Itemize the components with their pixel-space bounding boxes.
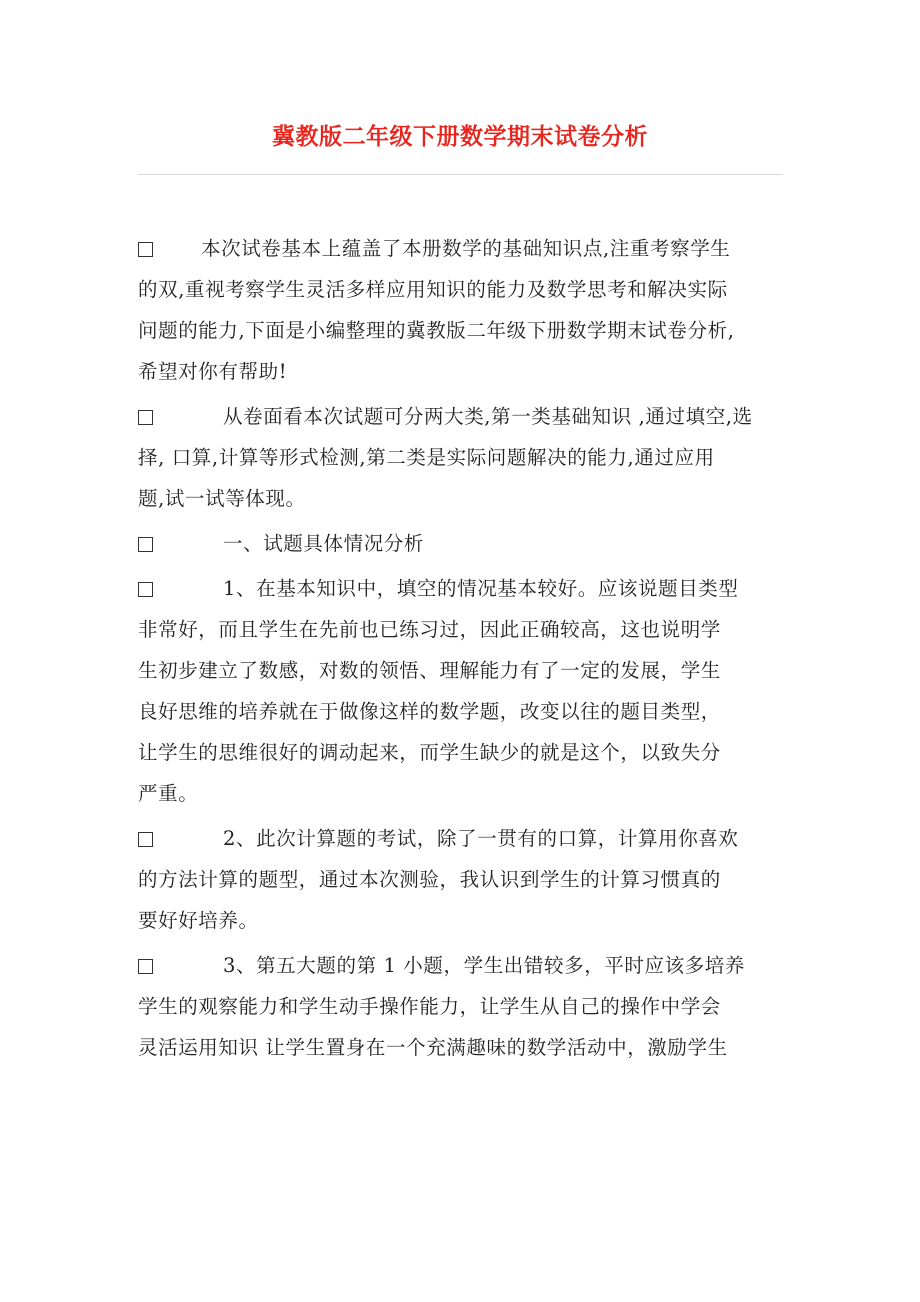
paragraph-line: 一、试题具体情况分析 [138,523,818,564]
paragraph-line: 灵活运用知识 让学生置身在一个充满趣味的数学活动中，激励学生 [138,1036,728,1059]
paragraph-line: 2、此次计算题的考试，除了一贯有的口算，计算用你喜欢 [138,818,818,859]
paragraph-line: 的双,重视考察学生灵活多样应用知识的能力及数学思考和解决实际 [138,278,728,301]
paragraph-line: 非常好，而且学生在先前也已练习过，因此正确较高，这也说明学 [138,618,721,641]
document-title: 冀教版二年级下册数学期末试卷分析 [272,124,648,150]
paragraph-line: 问题的能力,下面是小编整理的冀教版二年级下册数学期末试卷分析, [138,319,735,342]
paragraph-item-3 [138,945,818,1068]
paragraph-line: 本次试卷基本上蕴盖了本册数学的基础知识点,注重考察学生 [138,228,818,269]
paragraph-intro [138,228,818,392]
paragraph-line: 题,试一试等体现。 [138,487,306,510]
paragraph-line: 让学生的思维很好的调动起来，而学生缺少的就是这个，以致失分 [138,741,721,764]
paragraph-line: 希望对你有帮助! [138,360,288,383]
checkbox-icon [138,959,153,974]
checkbox-icon [138,242,153,257]
checkbox-icon [138,537,153,552]
checkbox-icon [138,832,153,847]
paragraph-line: 3、第五大题的第 1 小题，学生出错较多，平时应该多培养 [138,945,818,986]
paragraph-line: 1、在基本知识中，填空的情况基本较好。应该说题目类型 [138,568,818,609]
paragraph-line: 生初步建立了数感，对数的领悟、理解能力有了一定的发展，学生 [138,659,721,682]
paragraph-line: 的方法计算的题型，通过本次测验，我认识到学生的计算习惯真的 [138,868,721,891]
paragraph-overview [138,396,818,519]
paragraph-line: 学生的观察能力和学生动手操作能力，让学生从自己的操作中学会 [138,995,721,1018]
checkbox-icon [138,582,153,597]
paragraph-line: 严重。 [138,782,199,805]
paragraph-item-1 [138,568,818,814]
document-body [138,228,818,1072]
paragraph-line: 择, 口算,计算等形式检测,第二类是实际问题解决的能力,通过应用 [138,446,715,469]
title-divider [138,174,783,175]
checkbox-icon [138,410,153,425]
paragraph-line: 良好思维的培养就在于做像这样的数学题，改变以往的题目类型， [138,700,721,723]
paragraph-line: 要好好培养。 [138,909,259,932]
section-heading [138,523,818,564]
paragraph-line: 从卷面看本次试题可分两大类,第一类基础知识 ,通过填空,选 [138,396,818,437]
paragraph-item-2 [138,818,818,941]
